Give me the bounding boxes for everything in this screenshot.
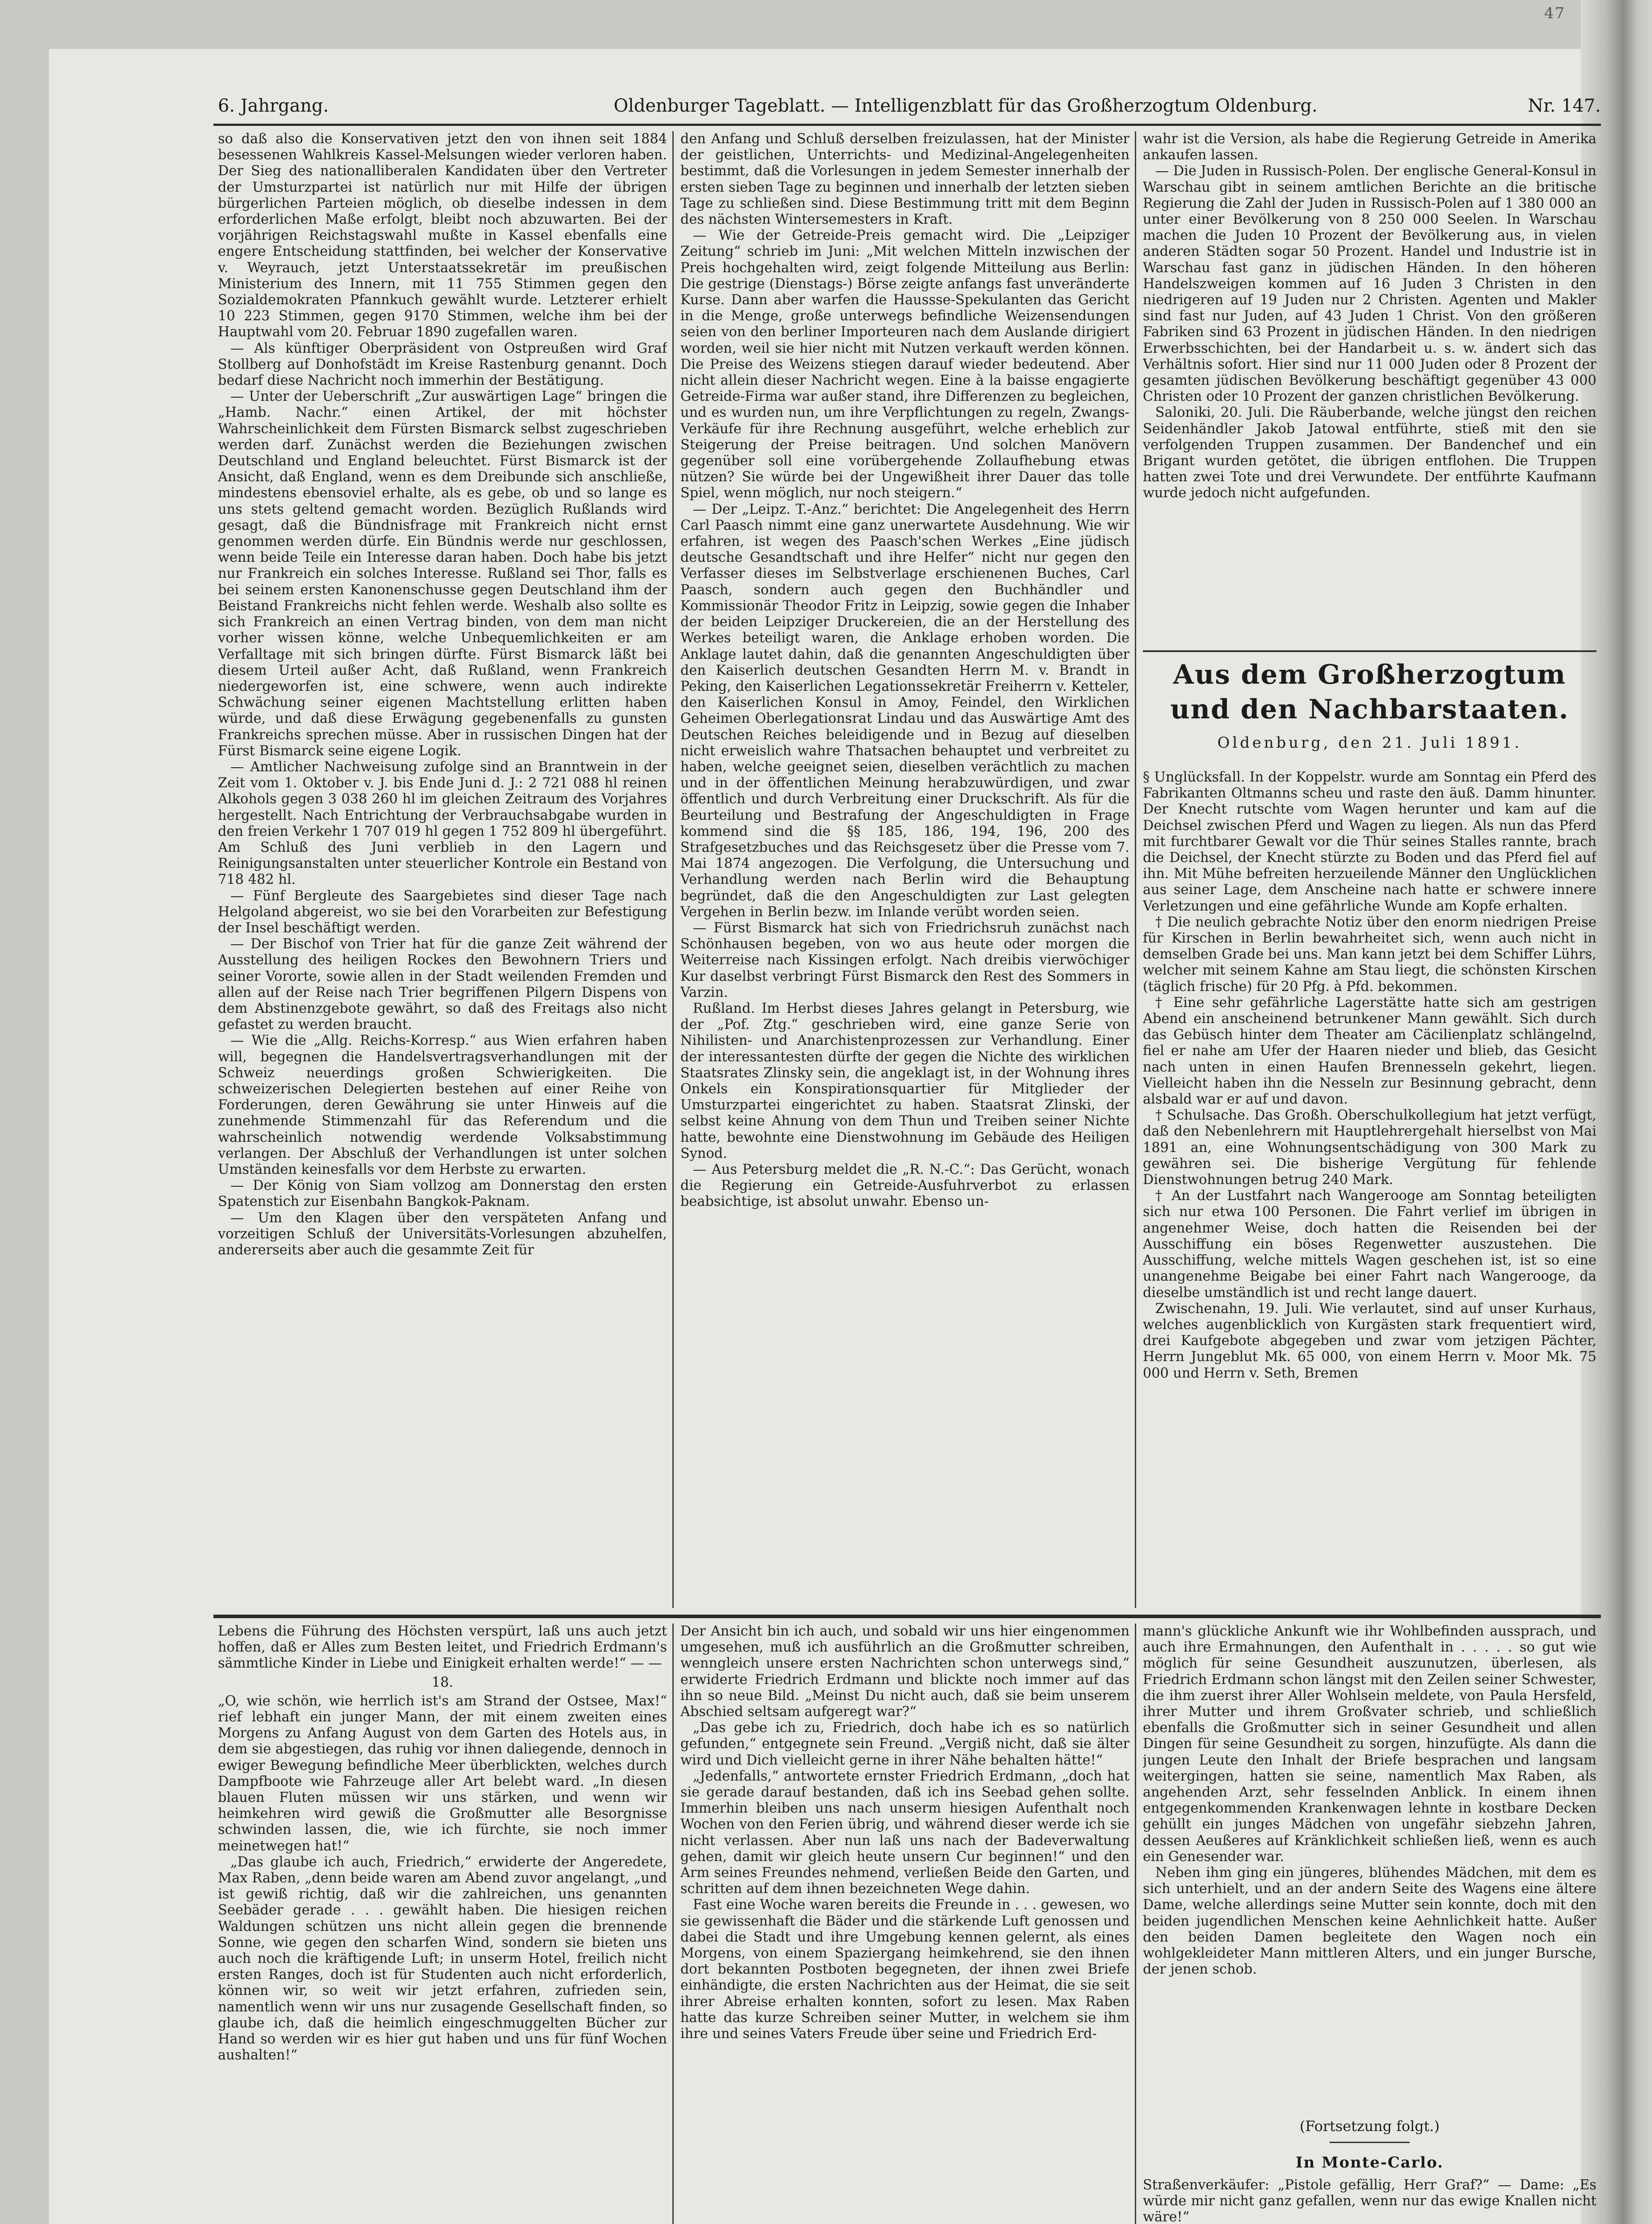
paragraph: Zwischenahn, 19. Juli. Wie verlautet, sind auf unser Kurhaus, welches augenblicklich von Kurgästen stark frequentiert wird, drei Kaufgebote abgegeben und zwar vom jetzigen Pächter, Herrn Jungeblut Mk. 65 000, von einem Herrn v. Moor Mk. 75 000 und Herrn v. Seth, Bremen — [1143, 1301, 1596, 1381]
dateline: Oldenburg, den 21. Juli 1891. — [1217, 734, 1522, 752]
paragraph: „Das gebe ich zu, Friedrich, doch habe ich es so natürlich gefunden,“ entgegnete sein Freund. „Vergiß nicht, daß sie älter wird und Dich vielleicht gerne in ihrer Nähe behalten hätte!“ — [680, 1720, 1129, 1768]
feuilleton-column-3 — [1143, 1624, 1596, 2104]
paragraph: Der Ansicht bin ich auch, und sobald wir uns hier eingenommen umgesehen, muß ich ausführlich an die Großmutter schreiben, wenngleich unsere ersten Nachrichten schon unterwegs sind,“ erwiderte Friedrich Erdmann und blickte noch immer auf das ihn so neue Bild. „Meinst Du nicht auch, daß sie beim unserem Abschied seltsam aufgeregt war?“ — [680, 1624, 1129, 1720]
paragraph: „Das glaube ich auch, Friedrich,“ erwiderte der Angeredete, Max Raben, „denn beide waren am Abend zuvor angelangt, „und ist gewiß richtig, daß wir die zahlreichen, uns genannten Seebäder gerade . . . gewählt haben. Die hiesigen reichen Waldungen schützen uns nicht allein gegen die brennende Sonne, wie gegen den scharfen Wind, sondern sie bieten uns auch noch die kräftigende Luft; in unserm Hotel, freilich nicht ersten Ranges, doch ist für Studenten auch nicht erforderlich, können wir, so weit wir jetzt erfahren, zufrieden sein, namentlich wenn wir uns nur zusagende Gesellschaft finden, so glaube ich, daß die heimlich eingeschmuggelten Bücher zur Hand so werden wir es hier gut haben und uns für fünf Wochen aushalten!“ — [218, 1854, 667, 2063]
paragraph: Saloniki, 20. Juli. Die Räuberbande, welche jüngst den reichen Seidenhändler Jakob Jatowal entführte, stieß mit den sie verfolgenden Truppen zusammen. Der Bandenchef und ein Brigant wurden getötet, die übrigen entflohen. Die Truppen hatten zwei Tote und drei Verwundete. Der entführte Kaufmann wurde jedoch nicht aufgefunden. — [1143, 405, 1596, 501]
column-divider — [1135, 131, 1136, 1608]
paragraph: — Fürst Bismarck hat sich von Friedrichsruh zunächst nach Schönhausen begeben, von wo aus heute oder morgen die Weiterreise nach Kissingen erfolgt. Nach dreibis vierwöchiger Kur daselbst verbringt Fürst Bismarck den Rest des Sommers in Varzin. — [680, 920, 1129, 1000]
paragraph: § Unglücksfall. In der Koppelstr. wurde am Sonntag ein Pferd des Fabrikanten Oltmanns scheu und raste den äuß. Damm hinunter. Der Knecht rutschte vom Wagen herunter und kam auf die Deichsel zwischen Pferd und Wagen zu liegen. Als nun das Pferd mit furchtbarer Gewalt vor die Thür seines Stalles rannte, brach die Deichsel, der Knecht stürzte zu Boden und das Pferd fiel auf ihn. Mit Mühe befreiten herzueilende Männer den Unglücklichen aus seiner Lage, dem Anscheine nach hatte er schwere innere Verletzungen und eine gefährliche Wunde am Kopfe erhalten. — [1143, 770, 1596, 914]
paragraph: Rußland. Im Herbst dieses Jahres gelangt in Petersburg, wie der „Pof. Ztg.“ geschrieben wird, eine ganze Serie von Nihilisten- und Anarchistenprozessen zur Verhandlung. Einer der interessantesten dürfte der gegen die Nichte des wirklichen Staatsrates Zlinsky sein, die angeklagt ist, in der Wohnung ihres Onkels ein Konspirationsquartier für Mitglieder der Umsturzpartei eingerichtet zu haben. Staatsrat Zlinski, der selbst keine Ahnung von dem Thun und Treiben seiner Nichte hatte, bewohnte eine Dienstwohnung im Gebäude des Heiligen Synod. — [680, 1000, 1129, 1161]
section-rule — [1143, 650, 1596, 652]
paragraph: — Amtlicher Nachweisung zufolge sind an Branntwein in der Zeit vom 1. Oktober v. J. bis Ende Juni d. J.: 2 721 088 hl reinen Alkohols gegen 3 038 260 hl im gleichen Zeitraum des Vorjahres hergestellt. Nach Entrichtung der Verbrauchsabgabe wurden in den freien Verkehr 1 707 019 hl gegen 1 752 809 hl übergeführt. Am Schluß des Juni verblieb in den Lagern und Reinigungsanstalten unter steuerlicher Kontrole ein Bestand von 718 482 hl. — [218, 759, 667, 888]
masthead-title: Oldenburger Tageblatt. — Intelligenzblatt für das Großherzogtum Oldenburg. — [614, 96, 1318, 116]
news-column-2 — [680, 131, 1129, 1608]
paragraph: † Schulsache. Das Großh. Oberschulkollegium hat jetzt verfügt, daß den Nebenlehrern mit Hauptlehrergehalt hierselbst von Mai 1891 an, eine Wohnungsentschädigung von 300 Mark zu gewähren sei. Die bisherige Vergütung für fehlende Dienstwohnungen betrug 240 Mark. — [1143, 1108, 1596, 1188]
paragraph: — Wie die „Allg. Reichs-Korresp.“ aus Wien erfahren haben will, begegnen die Handelsvertragsverhandlungen mit der Schweiz neuerdings großen Schwierigkeiten. Die schweizerischen Delegierten bestehen auf einer Reihe von Forderungen, deren Gewährung sie unter Hinweis auf die zunehmende Stimmenzahl für das Referendum und die wahrscheinlich notwendig werdende Volksabstimmung verlangen. Der Abschluß der Verhandlungen ist unter solchen Umständen keinesfalls vor dem Herbste zu erwarten. — [218, 1033, 667, 1177]
section-heading: Aus dem Großherzogtum und den Nachbarstaaten. — [1170, 659, 1569, 725]
paragraph: — Um den Klagen über den verspäteten Anfang und vorzeitigen Schluß der Universitäts-Vorlesungen abzuhelfen, andererseits aber auch die gesammte Zeit für — [218, 1210, 667, 1258]
issue-number: Nr. 147. — [1527, 96, 1601, 116]
paragraph: „Jedenfalls,“ antwortete ernster Friedrich Erdmann, „doch hat sie gerade darauf bestanden, daß ich ins Seebad gehen sollte. Immerhin bleiben uns nach unserm hiesigen Aufenthalt noch Wochen von den Ferien übrig, und während dieser werde ich sie nicht verlassen. Aber nun laß uns nach der Badeverwaltung gehen, damit wir gleich heute unsern Cur beginnen!“ und den Arm seines Freundes nehmend, verließen Beide den Garten, und schritten auf dem ihnen bezeichneten Wege dahin. — [680, 1768, 1129, 1897]
anecdote-title: In Monte-Carlo. — [1295, 2154, 1444, 2172]
volume-label: 6. Jahrgang. — [218, 96, 329, 116]
paragraph: — Als künftiger Oberpräsident von Ostpreußen wird Graf Stollberg auf Donhofstädt im Kreise Rastenburg genannt. Doch bedarf diese Nachricht noch immerhin der Bestätigung. — [218, 340, 667, 389]
paragraph: — Die Juden in Russisch-Polen. Der englische General-Konsul in Warschau gibt in seinem amtlichen Berichte an die britische Regierung die Zahl der Juden in Russisch-Polen auf 1 380 000 an unter einer Bevölkerung von 8 250 000 Seelen. In Warschau machen die Juden 10 Prozent der Bevölkerung aus, in vielen anderen Städten sogar 50 Prozent. Handel und Industrie ist in Warschau fast ganz in jüdischen Händen. In den höheren Handelszweigen kommen auf 16 Juden 3 Christen in den niedrigeren auf 19 Juden nur 2 Christen. Agenten und Makler sind fast nur Juden, auf 43 Juden 1 Christ. Von den größeren Fabriken sind 63 Prozent in jüdischen Händen. In den niedrigen Erwerbsschichten, bei der Handarbeit u. s. w. ändert sich das Verhältnis sofort. Hier sind nur 11 000 Juden oder 8 Prozent der gesamten jüdischen Bevölkerung beschäftigt gegenüber 43 000 Christen oder 10 Prozent der ganzen christlichen Bevölkerung. — [1143, 163, 1596, 405]
feuilleton-column-1 — [218, 1624, 667, 2224]
news-column-1 — [218, 131, 667, 1608]
paragraph: — Der König von Siam vollzog am Donnerstag den ersten Spatenstich zur Eisenbahn Bangkok-Paknam. — [218, 1178, 667, 1210]
paragraph: † An der Lustfahrt nach Wangerooge am Sonntag beteiligten sich nur etwa 100 Personen. Die Fahrt verlief im übrigen in angenehmer Weise, doch hatten die Reisenden bei der Ausschiffung ein böses Regenwetter auszustehen. Die Ausschiffung, welche mittels Wagen geschehen ist, ist so eine unangenehme Beigabe bei einer Fahrt nach Wangerooge, da dieselbe umständlich ist und recht lange dauert. — [1143, 1188, 1596, 1301]
paragraph: — Unter der Ueberschrift „Zur auswärtigen Lage“ bringen die „Hamb. Nachr.“ einen Artikel, der mit höchster Wahrscheinlichkeit dem Fürsten Bismarck selbst zugeschrieben werden darf. Zunächst werden die Beziehungen zwischen Deutschland und England beleuchtet. Fürst Bismarck ist der Ansicht, daß England, wenn es dem Dreibunde sich anschließe, mindestens ebensoviel erhalte, als es gebe, ob und so lange es uns stets geltend gemacht worden. Bezüglich Rußlands wird gesagt, daß die Bündnisfrage mit Frankreich nicht ernst genommen werden dürfe. Ein Bündnis werde nur geschlossen, wenn beide Teile ein Interesse daran haben. Doch habe bis jetzt nur Frankreich ein solches Interesse. Rußland sei Thor, falls es bei seinem ersten Kanonenschusse gegen Deutschland ihm der Beistand Frankreichs nicht fehlen werde. Weshalb also sollte es sich Frankreich an einen Vertrag binden, von dem man nicht vorher wissen könne, welche Unbequemlichkeiten er am Verfalltage mit sich bringen dürfte. Fürst Bismarck läßt bei diesem Urteil außer Acht, daß Rußland, wenn Frankreich niedergeworfen ist, eine schwere, wenn auch indirekte Schwächung seiner eigenen Machtstellung erlitten haben würde, und daß diese Erwägung gegebenenfalls zu gunsten Frankreichs sprechen müsse. Aber in russischen Dingen hat der Fürst Bismarck seine eigene Logik. — [218, 389, 667, 759]
paragraph: — Wie der Getreide-Preis gemacht wird. Die „Leipziger Zeitung“ schrieb im Juni: „Mit welchen Mitteln inzwischen der Preis hochgehalten wird, zeigt folgende Mitteilung aus Berlin: Die gestrige (Dienstags-) Börse zeigte anfangs fast unveränderte Kurse. Dann aber warfen die Haussse-Spekulanten das Gericht in die Menge, große unterwegs befindliche Weizensendungen seien von den berliner Importeuren nach dem Auslande dirigiert worden, weil sie hier nicht mit Nutzen verkauft werden können. Die Preise des Weizens stiegen darauf wieder bedeutend. Aber nicht allein dieser Nachricht wegen. Eine à la baisse engagierte Getreide-Firma war außer stand, ihre Differenzen zu begleichen, und es wurden nun, um ihre Verpflichtungen zu regeln, Zwangs-Verkäufe für ihre Rechnung ausgeführt, welche erheblich zur Steigerung der Preise beitragen. Und solchen Manövern gegenüber soll eine vorübergehende Zollaufhebung etwas nützen? Sie würde bei der Ungewißheit ihrer Dauer das tolle Spiel, wenn möglich, nur noch steigern.“ — [680, 228, 1129, 501]
short-rule — [1330, 2142, 1410, 2143]
feuilleton-column-2 — [680, 1624, 1129, 2224]
chapter-number: 18. — [431, 1674, 454, 1690]
paragraph: Fast eine Woche waren bereits die Freunde in . . . gewesen, wo sie gewissenhaft die Bäder und die stärkende Luft genossen und dabei die Stadt und ihre Umgebung kennen gelernt, als eines Morgens, von einem Spaziergang heimkehrend, sie den ihnen dort bekannten Postboten begegneten, der ihnen zwei Briefe einhändigte, die ersten Nachrichten aus der Heimat, die sie seit ihrer Abreise erhalten konnten, sofort zu lesen. Max Raben hatte das kurze Schreiben seiner Mutter, in welchem sie ihm ihre und seines Vaters Freude über seine und Friedrich Erd- — [680, 1897, 1129, 2042]
paragraph: † Eine sehr gefährliche Lagerstätte hatte sich am gestrigen Abend ein anscheinend betrunkener Mann gewählt. Sich durch das Gebüsch hinter dem Theater am Cäcilienplatz schlängelnd, fiel er nahe am Ufer der Haaren nieder und blieb, das Gesicht nach unten in einen Haufen Brennesseln gekehrt, liegen. Vielleicht haben ihn die Nesseln zur Besinnung gebracht, denn alsbald war er auf und davon. — [1143, 995, 1596, 1108]
paragraph: † Die neulich gebrachte Notiz über den enorm niedrigen Preise für Kirschen in Berlin bewahrheitet sich, wenn auch nicht in demselben Grade bei uns. Man kann jetzt bei dem Schiffer Lührs, welcher mit seinem Kahne am Stau liegt, die schönsten Kirschen (täglich frische) für 20 Pfg. à Pfd. bekommen. — [1143, 914, 1596, 995]
header-rule — [213, 124, 1601, 126]
paragraph: den Anfang und Schluß derselben freizulassen, hat der Minister der geistlichen, Unterrichts- und Medizinal-Angelegenheiten bestimmt, daß die Vorlesungen in jedem Semester innerhalb der ersten sieben Tage zu beginnen und innerhalb der letzten sieben Tage zu schließen sind. Diese Bestimmung tritt mit dem Beginn des nächsten Wintersemesters in Kraft. — [680, 131, 1129, 228]
paragraph: „O, wie schön, wie herrlich ist's am Strand der Ostsee, Max!“ rief lebhaft ein junger Mann, der mit einem zweiten eines Morgens zu Anfang August von dem Garten des Hotels aus, in dem sie abgestiegen, das ruhig vor ihnen daliegende, dennoch in ewiger Bewegung befindliche Meer überblickten, welches durch Dampfboote wie Fahrzeuge aller Art belebt ward. „In diesen blauen Fluten müssen wir uns stärken, und wenn wir heimkehren wird gewiß die Großmutter alle Besorgnisse schwinden lassen, die, wie ich fürchte, sie noch immer meinetwegen hat!“ — [218, 1693, 667, 1854]
paragraph: — Aus Petersburg meldet die „R. N.-C.“: Das Gerücht, wonach die Regierung ein Getreide-Ausfuhrverbot zu erlassen beabsichtige, ist absolut unwahr. Ebenso un- — [680, 1162, 1129, 1210]
paragraph: Neben ihm ging ein jüngeres, blühendes Mädchen, mit dem es sich unterhielt, und an der andern Seite des Wagens eine ältere Dame, welche allerdings seine Mutter sein konnte, doch mit den beiden jugendlichen Menschen keine Aehnlichkeit hatte. Außer den beiden Damen begleitete den Wagen noch ein wohlgekleideter Mann mittleren Alters, und ein junger Bursche, der jenen schob. — [1143, 1865, 1596, 1978]
column-divider — [672, 1624, 674, 2224]
news-column-3 — [1143, 131, 1596, 643]
archive-page-number: 47 — [1544, 4, 1565, 22]
paragraph: mann's glückliche Ankunft wie ihr Wohlbefinden aussprach, und auch ihre Ermahnungen, den Aufenthalt in . . . . . so gut wie möglich für seine Gesundheit auszunutzen, überlesen, als Friedrich Erdmann schon längst mit den Zeilen seiner Schwester, die ihm zuerst ihrer Aller Wohlsein meldete, von Paula Hersfeld, ihrer Mutter und ihrem Großvater schrieb, und schließlich ebenfalls die Großmutter sich in seiner Gesundheit und allen Dingen für seine Gesundheit zu sorgen, hinzufügte. Als dann die jungen Leute den Inhalt der Briefe besprachen und langsam weitergingen, hatten sie seine, namentlich Max Raben, als angehenden Arzt, sehr fesselnden Anblick. In einem ihnen entgegenkommenden Krankenwagen lehnte in kostbare Decken gehüllt ein junges Mädchen von ungefähr siebzehn Jahren, dessen Aeußeres auf Kränklichkeit schließen ließ, wenn es auch ein Genesender war. — [1143, 1624, 1596, 1865]
to-be-continued-note: (Fortsetzung folgt.) — [1299, 2118, 1440, 2135]
paragraph: Lebens die Führung des Höchsten verspürt, laß uns auch jetzt hoffen, daß er Alles zum Besten leitet, und Friedrich Erdmann's sämmtliche Kinder in Liebe und Einigkeit erhalten werde!“ — — — [218, 1624, 667, 1672]
anecdote-body — [1143, 2177, 1596, 2224]
paragraph: so daß also die Konservativen jetzt den von ihnen seit 1884 besessenen Wahlkreis Kassel-Melsungen wieder verloren haben. Der Sieg des nationalliberalen Kandidaten über den Vertreter der Umsturzpartei ist natürlich nur mit Hilfe der übrigen bürgerlichen Parteien möglich, ob dieselbe indessen in dem erforderlichen Maße erfolgt, bleibt noch abzuwarten. Bei der vorjährigen Reichstagswahl mußte in Kassel ebenfalls eine engere Entscheidung stattfinden, bei welcher der Konservative v. Weyrauch, jetzt Unterstaatssekretär im preußischen Ministerium des Innern, mit 11 755 Stimmen gegen den Sozialdemokraten Pfannkuch gewählt wurde. Letzterer erhielt 10 223 Stimmen, gegen 9170 Stimmen, welche ihm bei der Hauptwahl vom 20. Februar 1890 zugefallen waren. — [218, 131, 667, 340]
column-divider — [1135, 1624, 1136, 2224]
paragraph: — Der Bischof von Trier hat für die ganze Zeit während der Ausstellung des heiligen Rockes den Bewohnern Triers und seiner Vororte, sowie allen in der Stadt weilenden Fremden und allen auf der Reise nach Trier begriffenen Pilgern Dispens von dem Abstinenzgebote gewährt, so daß des Freitags also nicht gefastet zu werden braucht. — [218, 936, 667, 1033]
paragraph: wahr ist die Version, als habe die Regierung Getreide in Amerika ankaufen lassen. — [1143, 131, 1596, 163]
column-divider — [672, 131, 674, 1608]
paragraph: — Der „Leipz. T.-Anz.“ berichtet: Die Angelegenheit des Herrn Carl Paasch nimmt eine ganz unerwartete Ausdehnung. Wie wir erfahren, ist wegen des Paasch'schen Werkes „Eine jüdisch deutsche Gesandtschaft und ihre Helfer“ nicht nur gegen den Verfasser dieses im Selbstverlage erschienenen Buches, Carl Paasch, sondern auch gegen den Buchhändler und Kommissionär Theodor Fritz in Leipzig, sowie gegen die Inhaber der beiden Leipziger Druckereien, die an der Herstellung des Werkes beteiligt waren, die Anklage erhoben worden. Die Anklage lautet dahin, daß die genannten Angeschuldigten über den Kaiserlich deutschen Gesandten Herrn M. v. Brandt in Peking, den Kaiserlichen Legationssekretär Freiherrn v. Ketteler, den Kaiserlichen Konsul in Amoy, Feindel, den Wirklichen Geheimen Oberlegationsrat Lindau und das Auswärtige Amt des Deutschen Reiches beleidigende und in Bezug auf dieselben nicht erweislich wahre Thatsachen behauptet und verbreitet zu haben, welche geeignet seien, dieselben verächtlich zu machen und in der öffentlichen Meinung herabzuwürdigen, und zwar öffentlich und durch Verbreitung einer Druckschrift. Als für die Beurteilung und Bestrafung der Angeschuldigten in Frage kommend sind die §§ 185, 186, 194, 196, 200 des Strafgesetzbuches und das Reichsgesetz über die Presse vom 7. Mai 1874 angezogen. Die Verfolgung, die Untersuchung und Verhandlung werden nach Berlin wird die Behauptung begründet, daß die den Angeschuldigten zur Last gelegten Vergehen in Berlin bezw. im Inlande verübt worden seien. — [680, 501, 1129, 920]
local-news-column — [1143, 770, 1596, 1606]
feuilleton-divider — [213, 1615, 1601, 1618]
anecdote-text: Straßenverkäufer: „Pistole gefällig, Herr Graf?“ — Dame: „Es würde mir nicht ganz gefallen, wenn nur das ewige Knallen nicht wäre!“ — [1143, 2177, 1596, 2224]
paragraph: — Fünf Bergleute des Saargebietes sind dieser Tage nach Helgoland abgereist, wo sie bei den Vorarbeiten zur Befestigung der Insel beschäftigt werden. — [218, 888, 667, 936]
